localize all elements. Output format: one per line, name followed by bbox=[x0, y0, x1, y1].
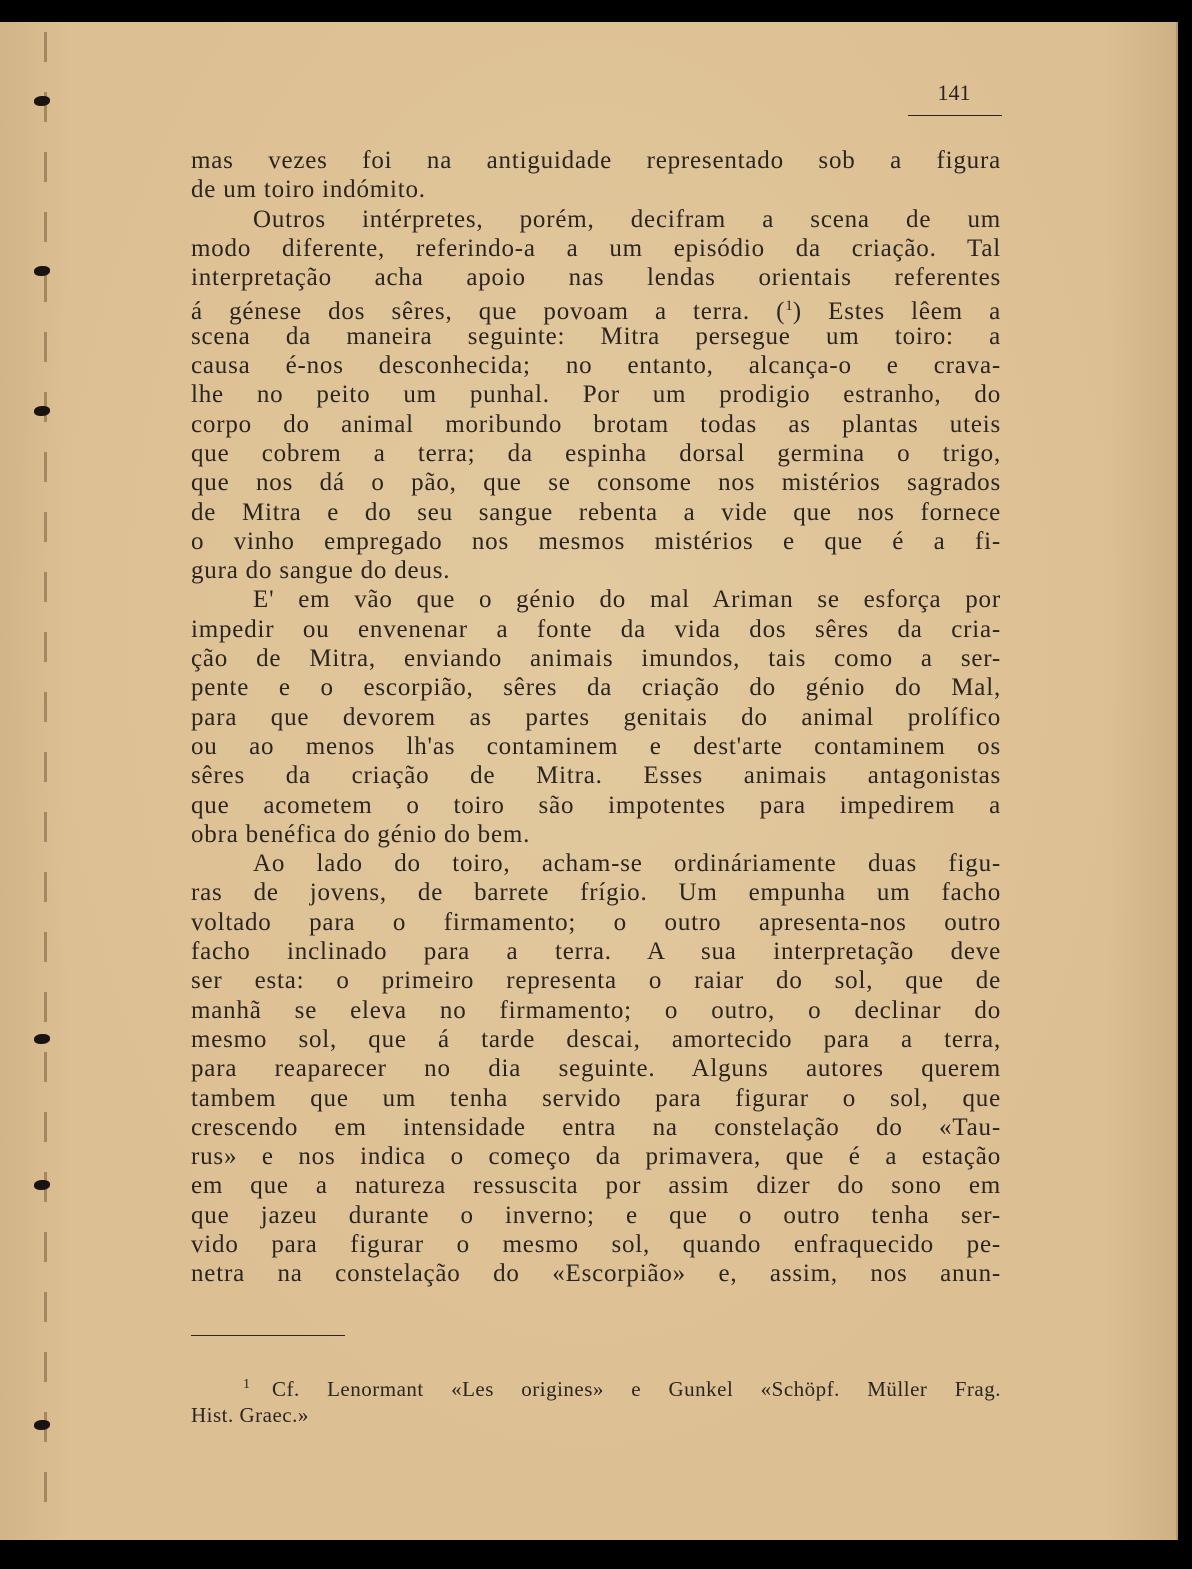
text-segment: á génese dos sêres, que povoam a terra. bbox=[191, 298, 750, 326]
footnote-line bbox=[191, 1372, 1001, 1402]
footnote-text: Cf. Lenormant «Les origines» e Gunkel «Schöpf. Müller Frag. bbox=[272, 1377, 1001, 1401]
binding-hole bbox=[34, 406, 50, 416]
text-line: tambem que um tenha servido para figurar o sol, que bbox=[191, 1084, 1001, 1112]
text-line: corpo do animal moribundo brotam todas as plantas uteis bbox=[191, 410, 1001, 438]
text-line: mas vezes foi na antiguidade representado sob a figura bbox=[191, 147, 1001, 174]
text-line: manhã se eleva no firmamento; o outro, o declinar do bbox=[191, 996, 1001, 1024]
text-line: obra benéfica do génio do bem. bbox=[191, 820, 531, 848]
text-line: que acometem o toiro são impotentes para impedirem a bbox=[191, 791, 1001, 819]
text-line: de um toiro indómito. bbox=[191, 176, 426, 204]
binding-hole bbox=[34, 1180, 50, 1190]
text-line: gura do sangue do deus. bbox=[191, 557, 451, 585]
text-line: ou ao menos lh'as contaminem e dest'arte contaminem os bbox=[191, 732, 1001, 760]
footnotes bbox=[191, 1372, 1001, 1428]
footnote-reference[interactable]: ($^1$) bbox=[776, 298, 802, 326]
binding-hole bbox=[34, 1034, 50, 1044]
text-line: mesmo sol, que á tarde descai, amortecido para a terra, bbox=[191, 1025, 1001, 1053]
text-line: E' em vão que o génio do mal Ariman se esforça por bbox=[253, 586, 1001, 614]
text-segment: Estes lêem a bbox=[828, 298, 1001, 326]
binding-gutter bbox=[44, 32, 47, 1522]
text-line: lhe no peito um punhal. Por um prodigio estranho, do bbox=[191, 381, 1001, 409]
footnote-separator bbox=[191, 1335, 345, 1336]
text-line: Ao lado do toiro, acham-se ordináriamente duas figu- bbox=[253, 850, 1001, 878]
text-line: que cobrem a terra; da espinha dorsal germina o trigo, bbox=[191, 439, 1001, 467]
text-line: facho inclinado para a terra. A sua interpretação deve bbox=[191, 938, 1001, 966]
text-line: o vinho empregado nos mesmos mistérios e que é a fi- bbox=[191, 527, 1001, 555]
page-number: 141 bbox=[937, 80, 971, 105]
footnote-line: Hist. Graec.» bbox=[191, 1403, 309, 1427]
text-line: sêres da criação de Mitra. Esses animais antagonistas bbox=[191, 762, 1001, 790]
text-line: em que a natureza ressuscita por assim dizer do sono em bbox=[191, 1172, 1001, 1200]
text-line: para reaparecer no dia seguinte. Alguns autores querem bbox=[191, 1055, 1001, 1083]
text-line: ser esta: o primeiro representa o raiar do sol, que de bbox=[191, 967, 1001, 995]
text-line: crescendo em intensidade entra na constelação do «Tau- bbox=[191, 1113, 1001, 1141]
text-line: impedir ou envenenar a fonte da vida dos sêres da cria- bbox=[191, 615, 1001, 643]
text-line: rus» e nos indica o começo da primavera, que é a estação bbox=[191, 1143, 1001, 1171]
text-line: vido para figurar o mesmo sol, quando enfraquecido pe- bbox=[191, 1230, 1001, 1258]
binding-hole bbox=[34, 1420, 50, 1430]
text-line: modo diferente, referindo-a a um episódio da criação. Tal bbox=[191, 234, 1001, 262]
footnote-mark: 1 bbox=[243, 1377, 250, 1392]
text-line: scena da maneira seguinte: Mitra persegue um toiro: a bbox=[191, 322, 1001, 350]
binding-hole bbox=[34, 266, 50, 276]
text-line: Outros intérpretes, porém, decifram a scena de um bbox=[253, 205, 1001, 233]
text-line: de Mitra e do seu sangue rebenta a vide que nos fornece bbox=[191, 498, 1001, 526]
text-line: pente e o escorpião, sêres da criação do génio do Mal, bbox=[191, 674, 1001, 702]
text-line: voltado para o firmamento; o outro apresenta-nos outro bbox=[191, 908, 1001, 936]
text-line: interpretação acha apoio nas lendas orientais referentes bbox=[191, 264, 1001, 292]
text-line: ção de Mitra, enviando animais imundos, tais como a ser- bbox=[191, 645, 1001, 673]
text-line: netra na constelação do «Escorpião» e, assim, nos anun- bbox=[191, 1260, 1001, 1288]
text-line-with-footnote-ref bbox=[191, 292, 1001, 326]
body-text bbox=[191, 146, 1001, 1289]
text-line: ras de jovens, de barrete frígio. Um empunha um facho bbox=[191, 879, 1001, 907]
text-line: para que devorem as partes genitais do animal prolífico bbox=[191, 703, 1001, 731]
binding-hole bbox=[34, 96, 50, 106]
page-number-rule bbox=[908, 115, 1002, 116]
text-line: causa é-nos desconhecida; no entanto, alcança-o e crava- bbox=[191, 352, 1001, 380]
text-line: que jazeu durante o inverno; e que o outro tenha ser- bbox=[191, 1201, 1001, 1229]
text-line: que nos dá o pão, que se consome nos mistérios sagrados bbox=[191, 469, 1001, 497]
